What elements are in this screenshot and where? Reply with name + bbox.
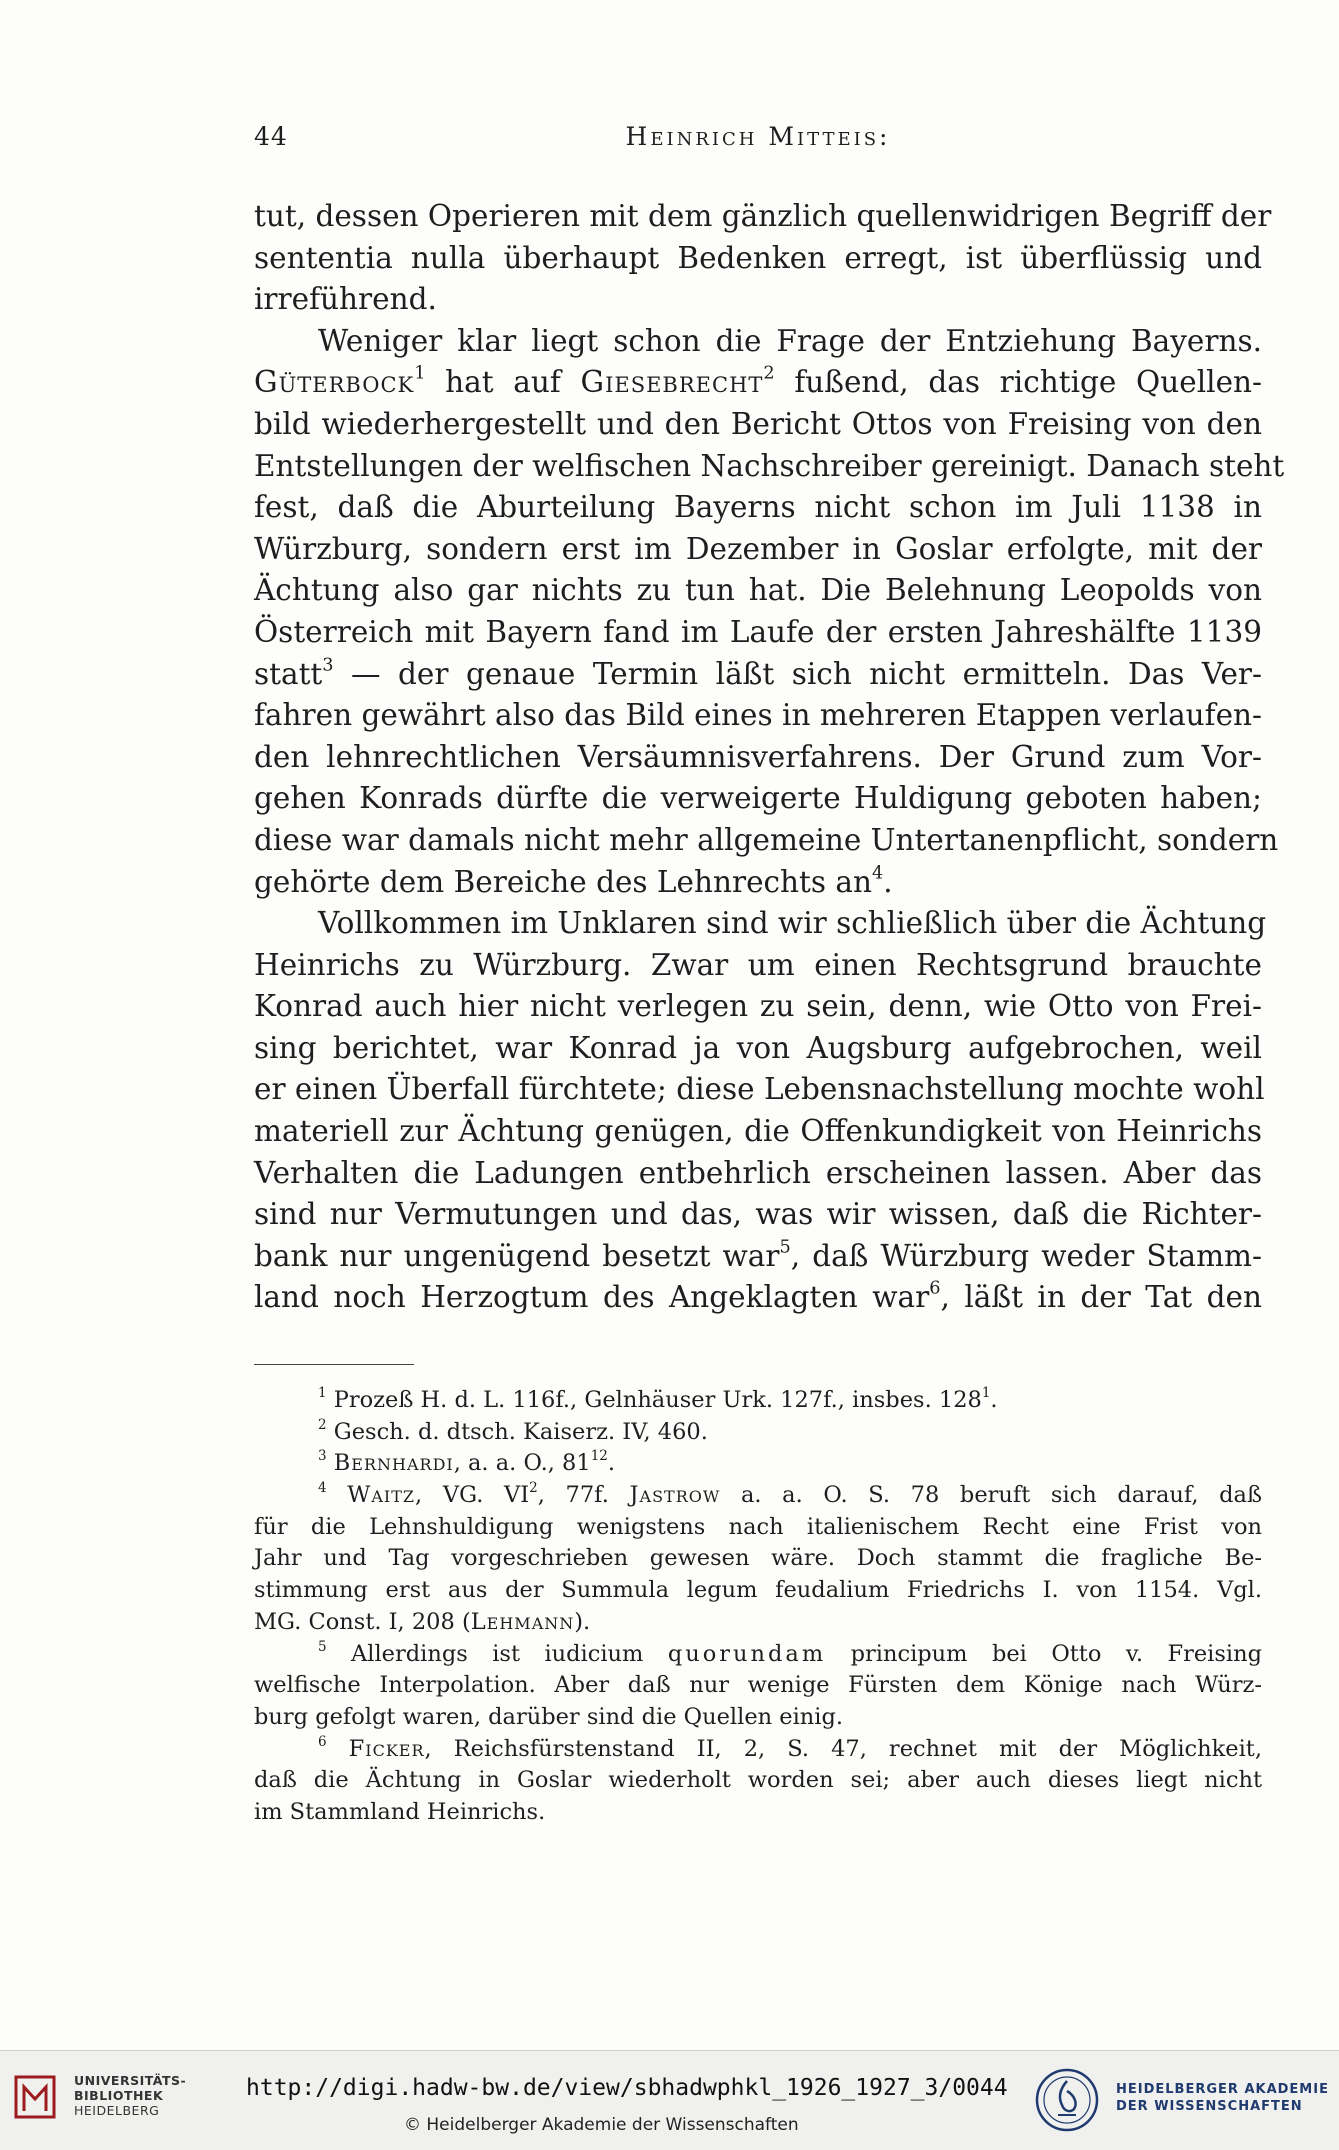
footnote-line: Jahr und Tag vorgeschrieben gewesen wäre. Doch stammt die fragliche Be- bbox=[254, 1545, 1262, 1572]
text-line: Entstellungen der welfischen Nachschreiber gereinigt. Danach steht bbox=[254, 448, 1285, 483]
text-line: er einen Überfall fürchtete; diese Lebensnachstellung mochte wohl bbox=[254, 1072, 1265, 1107]
footnote-4 bbox=[254, 1480, 1262, 1512]
text-fragment: , 77f. bbox=[537, 1482, 630, 1509]
text-line: materiell zur Ächtung genügen, die Offenkundigkeit von Heinrichs bbox=[254, 1114, 1262, 1149]
author-name: Giesebrecht bbox=[580, 365, 764, 400]
text-fragment: Allerdings ist iudicium bbox=[326, 1640, 668, 1667]
text-fragment: , a. a. O., 81 bbox=[453, 1450, 591, 1477]
text-line: Vollkommen im Unklaren sind wir schließlich über die Ächtung bbox=[318, 906, 1267, 941]
footnote-line: daß die Ächtung in Goslar wiederholt worden sei; aber auch dieses liegt nicht bbox=[254, 1767, 1262, 1794]
text-line: fest, daß die Aburteilung Bayerns nicht schon im Juli 1138 in bbox=[254, 490, 1262, 525]
text-line: Heinrichs zu Würzburg. Zwar um einen Rechtsgrund brauchte bbox=[254, 947, 1262, 982]
text-fragment: . bbox=[883, 864, 893, 899]
university-library-logo-icon bbox=[14, 2073, 56, 2121]
academy-seal-icon bbox=[1034, 2067, 1100, 2133]
footnote-line: für die Lehnshuldigung wenigstens nach italienischem Recht eine Frist von bbox=[254, 1513, 1262, 1540]
text-line: Weniger klar liegt schon die Frage der Entziehung Bayerns. bbox=[318, 323, 1262, 358]
footnote-line: burg gefolgt waren, darüber sind die Quellen einig. bbox=[254, 1703, 844, 1730]
text-line: gehen Konrads dürfte die verweigerte Huldigung geboten haben; bbox=[254, 781, 1262, 816]
text-line: tut, dessen Operieren mit dem gänzlich quellenwidrigen Begriff der bbox=[254, 199, 1272, 233]
text-line bbox=[254, 362, 1262, 404]
footnote-ref[interactable]: 1 bbox=[414, 364, 426, 385]
footnote-number: 2 bbox=[318, 1416, 327, 1433]
library-name-line: HEIDELBERG bbox=[74, 2103, 160, 2118]
footnote-ref[interactable]: 5 bbox=[779, 1237, 791, 1258]
text-line: sing berichtet, war Konrad ja von Augsburg aufgebrochen, weil bbox=[254, 1030, 1262, 1065]
page-header bbox=[254, 122, 1262, 162]
library-name bbox=[74, 2073, 186, 2118]
author-name: Ficker bbox=[348, 1735, 425, 1762]
footnote-number: 3 bbox=[318, 1448, 327, 1465]
text-fragment: — der genaue Termin läßt sich nicht ermitteln. Das Ver- bbox=[333, 656, 1262, 691]
text-line bbox=[254, 862, 1262, 904]
text-fragment: a. a. O. S. 78 beruft sich darauf, daß bbox=[720, 1482, 1263, 1509]
superscript: 2 bbox=[529, 1479, 538, 1496]
library-name-line: BIBLIOTHEK bbox=[74, 2088, 164, 2103]
main-text bbox=[254, 196, 1285, 1319]
text-fragment: land noch Herzogtum des Angeklagten war bbox=[254, 1280, 930, 1315]
text-fragment: MG. Const. I, 208 ( bbox=[254, 1608, 471, 1635]
footnote-number: 4 bbox=[318, 1479, 327, 1496]
author-name: Waitz bbox=[347, 1482, 416, 1509]
text-line: fahren gewährt also das Bild eines in mehreren Etappen verlaufen- bbox=[254, 698, 1262, 733]
text-line: sententia nulla überhaupt Bedenken erregt, ist überflüssig und bbox=[254, 240, 1262, 275]
running-title: Heinrich Mitteis: bbox=[625, 122, 891, 151]
viewer-footer bbox=[0, 2050, 1339, 2150]
text-fragment: hat auf bbox=[425, 365, 581, 400]
academy-name bbox=[1116, 2081, 1329, 2115]
text-line bbox=[254, 654, 1262, 696]
text-line: sind nur Vermutungen und das, was wir wissen, daß die Richter- bbox=[254, 1197, 1262, 1232]
text-fragment: . bbox=[607, 1450, 616, 1477]
emphasized-text: quorundam bbox=[667, 1640, 827, 1667]
text-line: diese war damals nicht mehr allgemeine Untertanenpflicht, sondern bbox=[254, 822, 1279, 857]
footnote-ref[interactable]: 2 bbox=[763, 364, 775, 385]
footnotes bbox=[254, 1385, 1262, 1829]
footnote-line: im Stammland Heinrichs. bbox=[254, 1798, 546, 1825]
text-line: Österreich mit Bayern fand im Laufe der ersten Jahreshälfte 1139 bbox=[254, 614, 1262, 649]
text-fragment: bank nur ungenügend besetzt war bbox=[254, 1238, 780, 1273]
superscript: 12 bbox=[590, 1448, 608, 1465]
text-line: Konrad auch hier nicht verlegen zu sein, denn, wie Otto von Frei- bbox=[254, 989, 1262, 1024]
text-fragment: ). bbox=[574, 1608, 591, 1635]
footnote-number: 1 bbox=[318, 1384, 327, 1401]
copyright-notice: © Heidelberger Akademie der Wissenschaften bbox=[404, 2115, 799, 2135]
library-name-line: UNIVERSITÄTS- bbox=[74, 2073, 187, 2088]
text-fragment: fußend, das richtige Quellen- bbox=[774, 365, 1262, 400]
footnote-5 bbox=[254, 1639, 1262, 1671]
footnote-3 bbox=[254, 1448, 1262, 1480]
text-fragment: , Reichsfürstenstand II, 2, S. 47, rechnet mit der Möglichkeit, bbox=[424, 1735, 1262, 1762]
text-fragment: statt bbox=[254, 656, 323, 691]
footnote-1 bbox=[254, 1385, 1262, 1417]
text-fragment: Gesch. d. dtsch. Kaiserz. IV, 460. bbox=[326, 1418, 708, 1445]
text-fragment: , daß Würzburg weder Stamm- bbox=[790, 1238, 1262, 1273]
text-fragment: , läßt in der Tat den bbox=[940, 1280, 1262, 1315]
footnote-number: 5 bbox=[318, 1638, 327, 1655]
author-name: Jastrow bbox=[629, 1482, 721, 1509]
footnote-6 bbox=[254, 1734, 1262, 1766]
academy-name-line: DER WISSENSCHAFTEN bbox=[1116, 2099, 1303, 2114]
footnote-divider bbox=[254, 1364, 414, 1365]
text-line: Würzburg, sondern erst im Dezember in Goslar erfolgte, mit der bbox=[254, 531, 1262, 566]
text-line: bild wiederhergestellt und den Bericht Ottos von Freising von den bbox=[254, 406, 1262, 441]
footnote-2 bbox=[254, 1417, 1262, 1449]
text-fragment: . bbox=[990, 1387, 998, 1413]
author-name: Güterbock bbox=[254, 365, 415, 400]
footnote-number: 6 bbox=[318, 1733, 327, 1750]
footnote-line: stimmung erst aus der Summula legum feudalium Friedrichs I. von 1154. Vgl. bbox=[254, 1577, 1262, 1604]
academy-name-line: HEIDELBERGER AKADEMIE bbox=[1116, 2082, 1329, 2097]
text-fragment: , VG. VI bbox=[415, 1482, 530, 1509]
page-number: 44 bbox=[254, 122, 288, 151]
text-fragment: principum bei Otto v. Freising bbox=[826, 1640, 1262, 1667]
permalink-url[interactable]: http://digi.hadw-bw.de/view/sbhadwphkl_1926_1927_3/0044 bbox=[246, 2075, 1008, 2101]
text-line: Verhalten die Ladungen entbehrlich erscheinen lassen. Aber das bbox=[254, 1155, 1262, 1190]
footnote-ref[interactable]: 6 bbox=[929, 1279, 941, 1300]
text-line bbox=[254, 1236, 1262, 1278]
text-fragment: gehörte dem Bereiche des Lehnrechts an bbox=[254, 864, 873, 899]
footnote-ref[interactable]: 3 bbox=[322, 655, 334, 676]
text-line: Ächtung also gar nichts zu tun hat. Die Belehnung Leopolds von bbox=[254, 573, 1262, 608]
footnote-line bbox=[254, 1607, 1262, 1639]
footnote-line: welfische Interpolation. Aber daß nur wenige Fürsten dem Könige nach Würz- bbox=[254, 1672, 1262, 1699]
text-line bbox=[254, 1277, 1262, 1319]
text-line: irreführend. bbox=[254, 282, 437, 317]
footnote-ref[interactable]: 4 bbox=[872, 863, 884, 884]
text-fragment: Prozeß H. d. L. 116f., Gelnhäuser Urk. 127f., insbes. 128 bbox=[326, 1387, 982, 1413]
text-line: den lehnrechtlichen Versäumnisverfahrens. Der Grund zum Vor- bbox=[254, 739, 1262, 774]
author-name: Bernhardi bbox=[333, 1450, 454, 1477]
superscript: 1 bbox=[981, 1384, 991, 1401]
author-name: Lehmann bbox=[470, 1608, 575, 1635]
